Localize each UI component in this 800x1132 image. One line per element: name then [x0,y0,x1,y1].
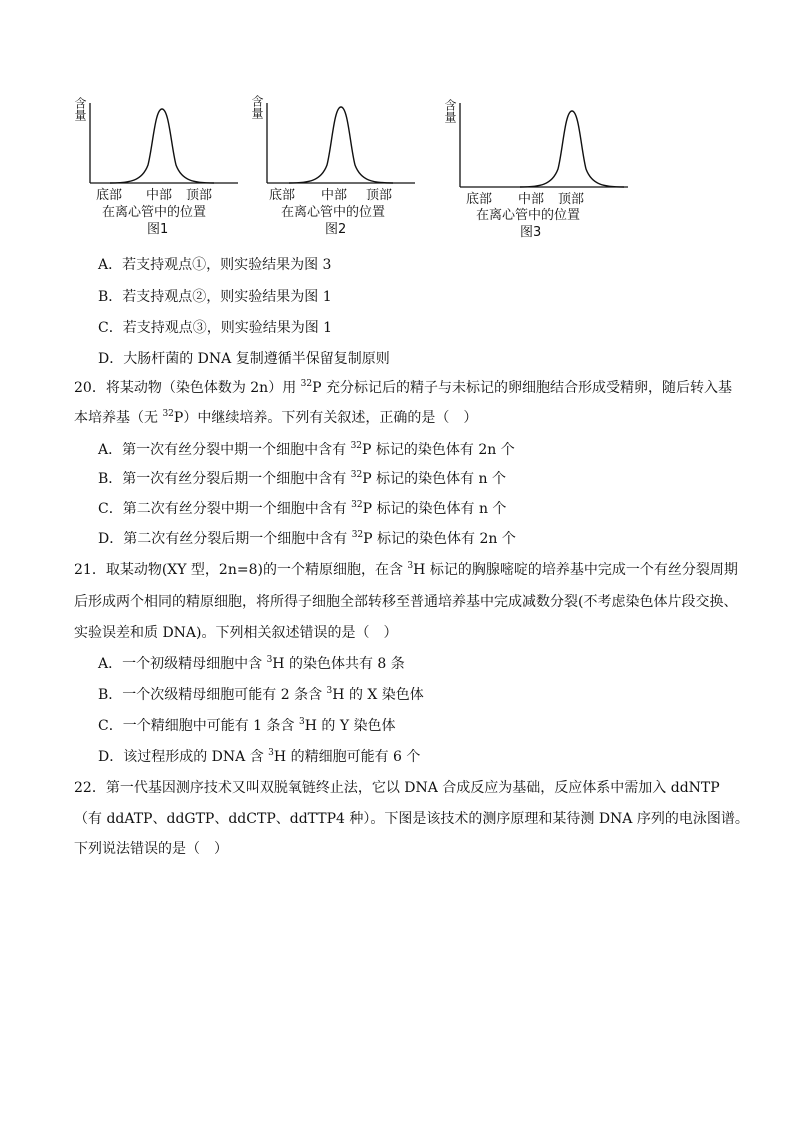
q22-stem-line-3: 下列说法错误的是（ ） [74,841,228,857]
q21-option-d [98,748,420,766]
q21-stem-line-2: 后形成两个相同的精原细胞，将所得子细胞全部转移至普通培养基中完成减数分裂(不考虑染色体片段交换、 [74,594,738,610]
figure-3 [440,95,640,240]
figure-2-bottom-label: 底部 [269,188,296,203]
figure-3-middle-label: 中部 [518,192,545,207]
q21-option-d-superscript: 3 [268,748,274,758]
q22-stem-line-1: 22．第一代基因测序技术又叫双脱氧链终止法，它以 DNA 合成反应为基础，反应体系中需加入 ddNTP [74,780,720,796]
q20-isotope-superscript: 32 [162,409,174,419]
figure-1-y-label: 含量 [73,97,87,121]
q20-stem-text: 20．将某动物（染色体数为 2n）用 [74,380,301,396]
figure-2-caption: 图2 [325,222,347,237]
figure-1-position-label: 在离心管中的位置 [102,205,207,220]
q20-option-b-superscript: 32 [350,470,363,480]
figure-3-position-label: 在离心管中的位置 [476,208,581,223]
figure-2 [247,95,427,235]
q20-option-c-superscript: 32 [351,500,363,510]
q21-option-b-text: B．一个次级精母细胞可能有 2 条含 [98,687,327,703]
q20-option-c-text: P 标记的染色体有 n 个 [362,501,507,517]
figure-3-top-label: 顶部 [558,192,585,207]
q20-option-a-text: P 标记的染色体有 2n 个 [362,442,515,458]
figure-3-bottom-label: 底部 [466,192,493,207]
q21-option-d-text: D．该过程形成的 DNA 含 [98,749,269,765]
figure-2-middle-label: 中部 [321,188,348,203]
figure-1-plot [70,95,250,195]
q20-option-a-superscript: 32 [350,441,363,451]
q19-option-d: D．大肠杆菌的 DNA 复制遵循半保留复制原则 [98,351,390,367]
figure-3-caption: 图3 [520,225,542,240]
q21-option-b-superscript: 3 [326,686,333,696]
q21-option-a-superscript: 3 [266,655,273,665]
q21-option-c-superscript: 3 [298,717,305,727]
figure-2-position-label: 在离心管中的位置 [281,205,386,220]
figure-3-plot [440,95,640,195]
figure-3-y-label: 含量 [443,99,457,123]
q20-stem-line-1 [74,379,732,397]
q20-option-b-text: P 标记的染色体有 n 个 [362,471,506,487]
figure-1 [70,95,250,235]
q20-option-d-text: D．第二次有丝分裂后期一个细胞中含有 [98,531,352,547]
q21-isotope-superscript: 3 [407,561,414,571]
figure-1-top-label: 顶部 [186,188,213,203]
figure-1-peak-curve [110,109,214,183]
q21-stem-line-1 [74,561,738,579]
q21-option-c-text: C．一个精细胞中可能有 1 条含 [98,718,299,734]
figure-2-plot [247,95,427,195]
figure-1-caption: 图1 [147,222,169,237]
q20-stem-text: P）中继续培养。下列有关叙述，正确的是（ ） [173,410,478,426]
figure-1-middle-label: 中部 [146,188,173,203]
q20-stem-line-2 [74,409,477,427]
q20-option-c [98,500,506,518]
q20-option-b [98,470,506,488]
q21-option-a-text: A．一个初级精母细胞中含 [98,656,267,672]
q19-option-b: B．若支持观点②，则实验结果为图 1 [98,289,332,305]
q20-option-d [98,530,516,548]
figure-2-y-label: 含量 [250,95,264,119]
q20-option-a [98,441,515,459]
q19-option-c: C．若支持观点③，则实验结果为图 1 [98,320,333,336]
q20-option-b-text: B．第一次有丝分裂后期一个细胞中含有 [98,471,351,487]
q22-stem-line-2: （有 ddATP、ddGTP、ddCTP、ddTTP4 种）。下图是该技术的测序原理和某待测 DNA 序列的电泳图谱。 [74,811,749,827]
q21-option-d-text: H 的精细胞可能有 6 个 [273,749,421,765]
figure-3-peak-curve [520,111,624,187]
q21-option-a [98,655,405,673]
q20-stem-text: 本培养基（无 [74,410,163,426]
figure-row [0,0,800,250]
q21-option-b-text: H 的 X 染色体 [332,687,424,703]
q20-option-c-text: C．第二次有丝分裂中期一个细胞中含有 [98,501,352,517]
q21-option-b [98,686,424,704]
q20-option-a-text: A．第一次有丝分裂中期一个细胞中含有 [98,442,351,458]
q21-option-a-text: H 的染色体共有 8 条 [272,656,405,672]
figure-1-bottom-label: 底部 [96,188,123,203]
q20-option-d-text: P 标记的染色体有 2n 个 [363,531,516,547]
q21-option-c [98,717,396,735]
q20-stem-text: P 充分标记后的精子与未标记的卵细胞结合形成受精卵，随后转入基 [312,380,732,396]
q21-stem-text: H 标记的胸腺嘧啶的培养基中完成一个有丝分裂周期 [413,562,738,578]
figure-2-top-label: 顶部 [366,188,393,203]
q21-stem-line-3: 实验误差和质 DNA)。下列相关叙述错误的是（ ） [74,625,398,641]
figure-2-peak-curve [289,107,393,183]
q21-stem-text: 21．取某动物(XY 型，2n=8)的一个精原细胞，在含 [74,562,408,578]
q20-option-d-superscript: 32 [351,530,364,540]
q19-option-a: A．若支持观点①，则实验结果为图 3 [98,257,332,273]
q21-option-c-text: H 的 Y 染色体 [304,718,396,734]
q20-isotope-superscript: 32 [300,379,313,389]
